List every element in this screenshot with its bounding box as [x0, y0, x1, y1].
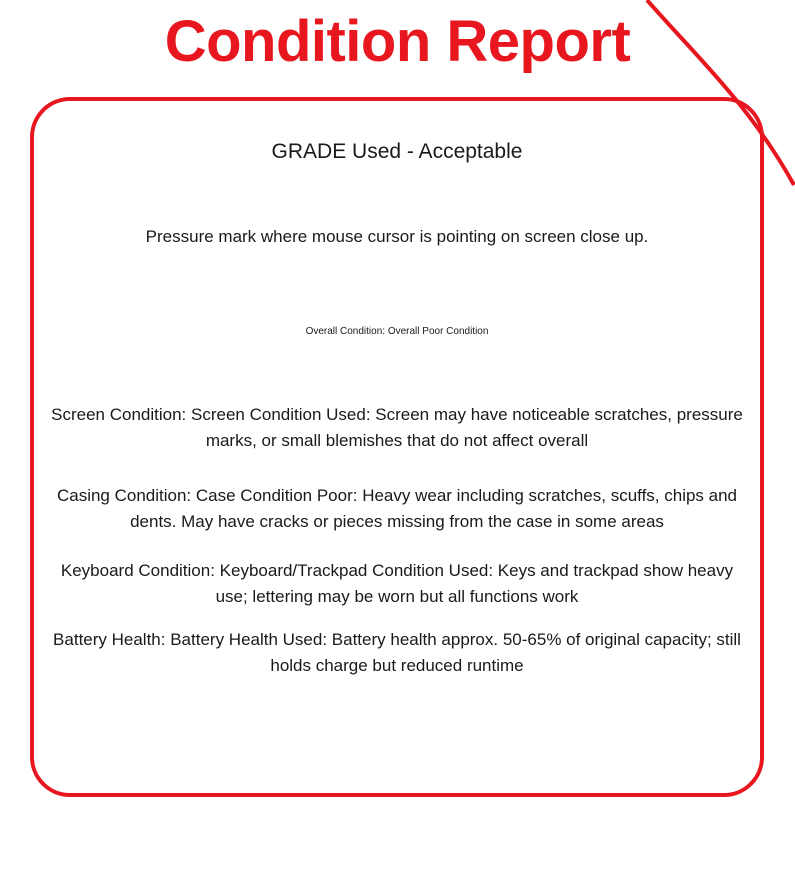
screen-condition-text: Screen Condition: Screen Condition Used: Screen may have noticeable scratches, pressure marks, or small blemishes that do not affect overall	[51, 405, 743, 451]
keyboard-condition-text: Keyboard Condition: Keyboard/Trackpad Condition Used: Keys and trackpad show heavy use; lettering may be worn but all functions work	[60, 561, 734, 607]
grade-line: GRADE Used - Acceptable	[271, 140, 523, 163]
condition-note: Pressure mark where mouse cursor is pointing on screen close up.	[145, 227, 649, 246]
report-body	[50, 97, 744, 797]
overall-condition: Overall Condition: Overall Poor Condition	[305, 326, 489, 337]
casing-condition-text: Casing Condition: Case Condition Poor: Heavy wear including scratches, scuffs, chips and dents. May have cracks or pieces missing from the case in some areas	[56, 486, 738, 532]
battery-health-text: Battery Health: Battery Health Used: Battery health approx. 50-65% of original capacity; still holds charge but reduced runtime	[53, 630, 741, 676]
page-title: Condition Report	[164, 9, 631, 74]
